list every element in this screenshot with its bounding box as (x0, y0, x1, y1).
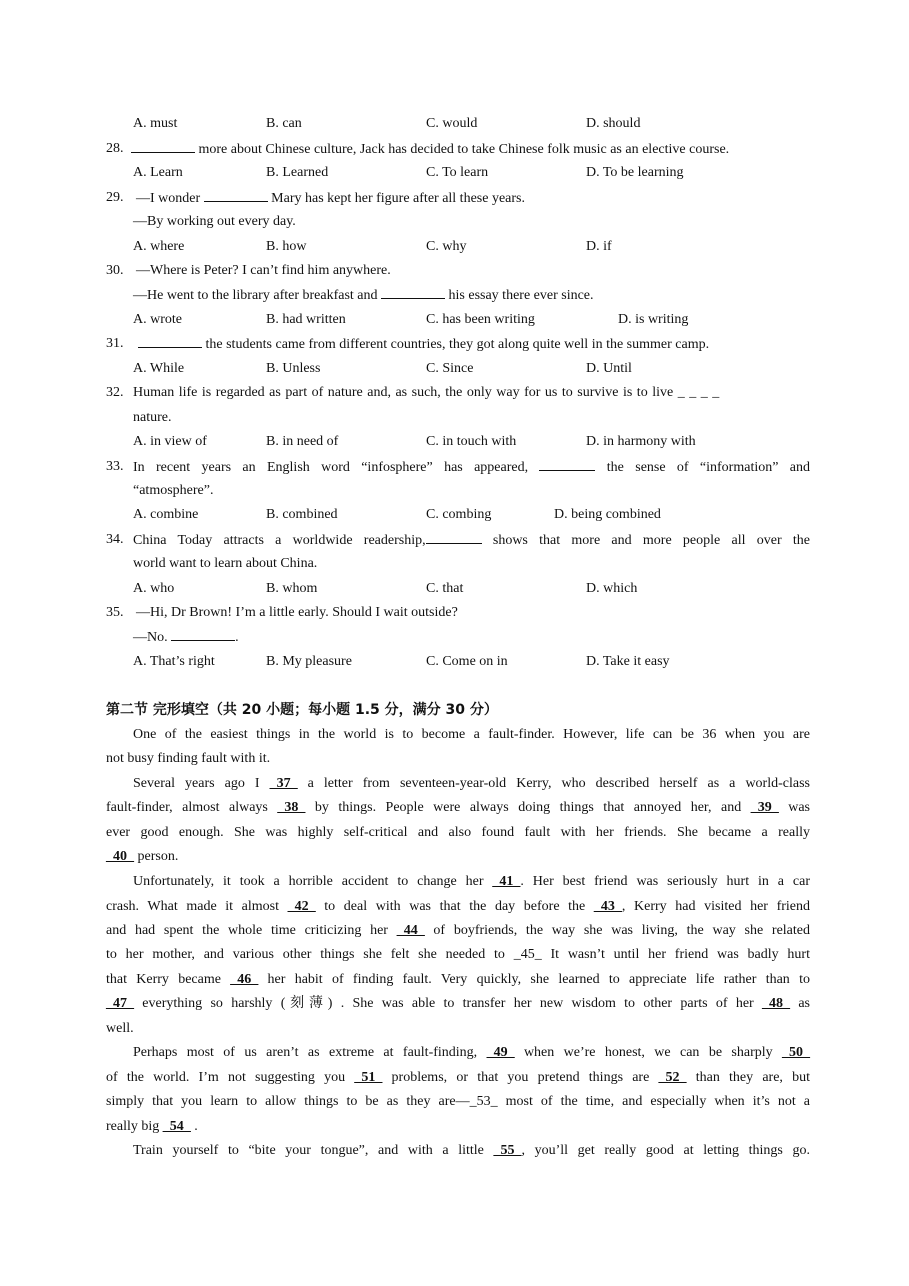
text: fault-finder, almost always (106, 800, 278, 815)
blank-44: _44_ (396, 923, 425, 938)
answer-blank (138, 334, 202, 348)
option-a: A. who (133, 581, 175, 596)
question-stem: —Hi, Dr Brown! I’m a little early. Should I wait outside? (136, 605, 458, 620)
text: crash. What made it almost (106, 899, 288, 914)
answer-blank (381, 285, 445, 299)
passage-line (106, 1068, 810, 1088)
text: of boyfriends, the way she was living, the way she related (424, 923, 810, 938)
question-stem: —Where is Peter? I can’t find him anywhere. (136, 263, 391, 278)
option-c: C. would (426, 116, 478, 131)
blank-37: _37_ (269, 776, 298, 791)
question-number: 33. (106, 459, 124, 474)
passage-line (133, 1141, 810, 1161)
text: Perhaps most of us aren’t as extreme at fault-finding, (133, 1045, 487, 1060)
stem-text: In recent years an English word “infosphere” has appeared, (133, 460, 540, 475)
text: problems, or that you pretend things are (382, 1070, 659, 1085)
text: a letter from seventeen-year-old Kerry, who described herself as a world-class (297, 776, 810, 791)
question-stem: Human life is regarded as part of nature and, as such, the only way for us to survive is to live _ _ _ _ (133, 385, 720, 400)
option-c: C. combing (426, 507, 492, 522)
question-stem (133, 530, 810, 551)
question-stem-cont: world want to learn about China. (133, 556, 318, 571)
blank-39: _39_ (750, 800, 779, 815)
passage-line (106, 798, 810, 818)
stem-text: his essay there ever since. (445, 288, 594, 303)
answer-line (133, 627, 239, 648)
question-number: 30. (106, 263, 124, 278)
option-a: A. combine (133, 507, 199, 522)
option-d: D. in harmony with (586, 434, 696, 449)
option-a: A. where (133, 239, 185, 254)
answer-blank (426, 530, 482, 544)
option-d: D. which (586, 581, 638, 596)
option-a: A. wrote (133, 312, 182, 327)
option-d: D. To be learning (586, 165, 684, 180)
text: her habit of finding fault. Very quickly, she learned to appreciate life rather than to (258, 972, 810, 987)
blank-46: _46_ (230, 972, 259, 987)
text: person. (134, 849, 179, 864)
question-stem-cont: “atmosphere”. (133, 483, 214, 498)
blank-48: _48_ (762, 996, 791, 1011)
text: was (778, 800, 810, 815)
option-b: B. how (266, 239, 307, 254)
text: , Kerry had visited her friend (621, 899, 810, 914)
question-stem-cont: nature. (133, 410, 172, 425)
text: as (790, 996, 810, 1011)
option-d: D. Take it easy (586, 654, 670, 669)
passage-line: One of the easiest things in the world is to become a fault-finder. However, life can be 36 when you are (133, 727, 810, 742)
stem-text: —He went to the library after breakfast and (133, 288, 382, 303)
blank-49: _49_ (486, 1045, 515, 1060)
option-a: A. in view of (133, 434, 207, 449)
blank-50: _50_ (782, 1045, 810, 1060)
text: by things. People were always doing things that annoyed her, and (305, 800, 751, 815)
passage-line (106, 1117, 198, 1137)
answer-line: —By working out every day. (133, 214, 296, 229)
passage-line (133, 1043, 810, 1063)
text: when we’re honest, we can be sharply (514, 1045, 782, 1060)
option-d: D. if (586, 239, 612, 254)
option-d: D. Until (586, 361, 632, 376)
option-c: C. that (426, 581, 464, 596)
question-number: 35. (106, 605, 124, 620)
question-stem (138, 334, 709, 355)
passage-line (106, 970, 810, 990)
stem-text: —No. (133, 630, 172, 645)
text: Unfortunately, it took a horrible accident to change her (133, 874, 493, 889)
option-d: D. should (586, 116, 641, 131)
text: really big (106, 1119, 163, 1134)
text: that Kerry became (106, 972, 231, 987)
option-a: A. While (133, 361, 185, 376)
passage-line (106, 847, 178, 867)
passage-line: ever good enough. She was highly self-critical and also found fault with her friends. She became a really (106, 825, 810, 840)
section-heading: 第二节 完形填空（共 20 小题；每小题 1.5 分，满分 30 分） (106, 702, 498, 718)
option-c: C. has been writing (426, 312, 535, 327)
option-b: B. can (266, 116, 302, 131)
question-number: 31. (106, 336, 124, 351)
text: Train yourself to “bite your tongue”, and with a little (133, 1143, 494, 1158)
stem-text: shows that more and more people all over the (481, 533, 810, 548)
blank-42: _42_ (287, 899, 316, 914)
answer-line (133, 285, 594, 306)
blank-55: _55_ (493, 1143, 522, 1158)
option-a: A. That’s right (133, 654, 215, 669)
passage-line (133, 774, 810, 794)
blank-41: _41_ (492, 874, 521, 889)
option-a: A. must (133, 116, 178, 131)
option-b: B. had written (266, 312, 346, 327)
text: . (190, 1119, 198, 1134)
option-c: C. in touch with (426, 434, 517, 449)
stem-text: —I wonder (136, 191, 204, 206)
text: than they are, but (686, 1070, 811, 1085)
text: to deal with was that the day before the (315, 899, 594, 914)
option-b: B. Learned (266, 165, 329, 180)
stem-text: . (235, 630, 239, 645)
blank-38: _38_ (277, 800, 306, 815)
question-stem (133, 457, 810, 478)
text: Several years ago I (133, 776, 270, 791)
answer-blank (539, 457, 595, 471)
option-c: C. To learn (426, 165, 489, 180)
blank-51: _51_ (354, 1070, 383, 1085)
question-number: 29. (106, 190, 124, 205)
blank-52: _52_ (658, 1070, 687, 1085)
blank-54: _54_ (162, 1119, 191, 1134)
text: , you’ll get really good at letting things go. (521, 1143, 810, 1158)
option-b: B. combined (266, 507, 338, 522)
option-d: D. is writing (618, 312, 689, 327)
stem-text: more about Chinese culture, Jack has decided to take Chinese folk music as an elective course. (195, 142, 730, 157)
passage-line: simply that you learn to allow things to be as they are—_53_ most of the time, and especially when it’s not a (106, 1094, 810, 1109)
question-stem (131, 139, 729, 160)
stem-text: the students came from different countries, they got along quite well in the summer camp. (202, 337, 710, 352)
option-c: C. Since (426, 361, 474, 376)
text: . Her best friend was seriously hurt in a car (520, 874, 810, 889)
answer-blank (171, 627, 235, 641)
passage-line: well. (106, 1021, 134, 1036)
text: and had spent the whole time criticizing her (106, 923, 397, 938)
passage-line: not busy finding fault with it. (106, 751, 271, 766)
option-c: C. why (426, 239, 467, 254)
question-number: 32. (106, 385, 124, 400)
stem-text: the sense of “information” and (595, 460, 810, 475)
answer-blank (131, 139, 195, 153)
option-c: C. Come on in (426, 654, 508, 669)
passage-line (133, 872, 810, 892)
answer-blank (204, 188, 268, 202)
passage-line (106, 921, 810, 941)
question-stem (136, 188, 525, 209)
passage-line (106, 994, 810, 1014)
passage-line: to her mother, and various other things she felt she needed to _45_ It wasn’t until her friend was badly hurt (106, 947, 810, 962)
question-number: 34. (106, 532, 124, 547)
text: everything so harshly (刻薄) . She was able to transfer her new wisdom to other parts of her (134, 996, 763, 1011)
text: of the world. I’m not suggesting you (106, 1070, 355, 1085)
blank-43: _43_ (593, 899, 622, 914)
option-b: B. whom (266, 581, 318, 596)
passage-line (106, 897, 810, 917)
option-b: B. Unless (266, 361, 321, 376)
option-b: B. My pleasure (266, 654, 352, 669)
blank-40: _40_ (106, 849, 134, 864)
blank-47: _47_ (106, 996, 134, 1011)
option-b: B. in need of (266, 434, 339, 449)
stem-text: Mary has kept her figure after all these years. (267, 191, 525, 206)
option-d: D. being combined (554, 507, 661, 522)
stem-text: China Today attracts a worldwide readership, (133, 533, 426, 548)
option-a: A. Learn (133, 165, 183, 180)
question-number: 28. (106, 141, 124, 156)
